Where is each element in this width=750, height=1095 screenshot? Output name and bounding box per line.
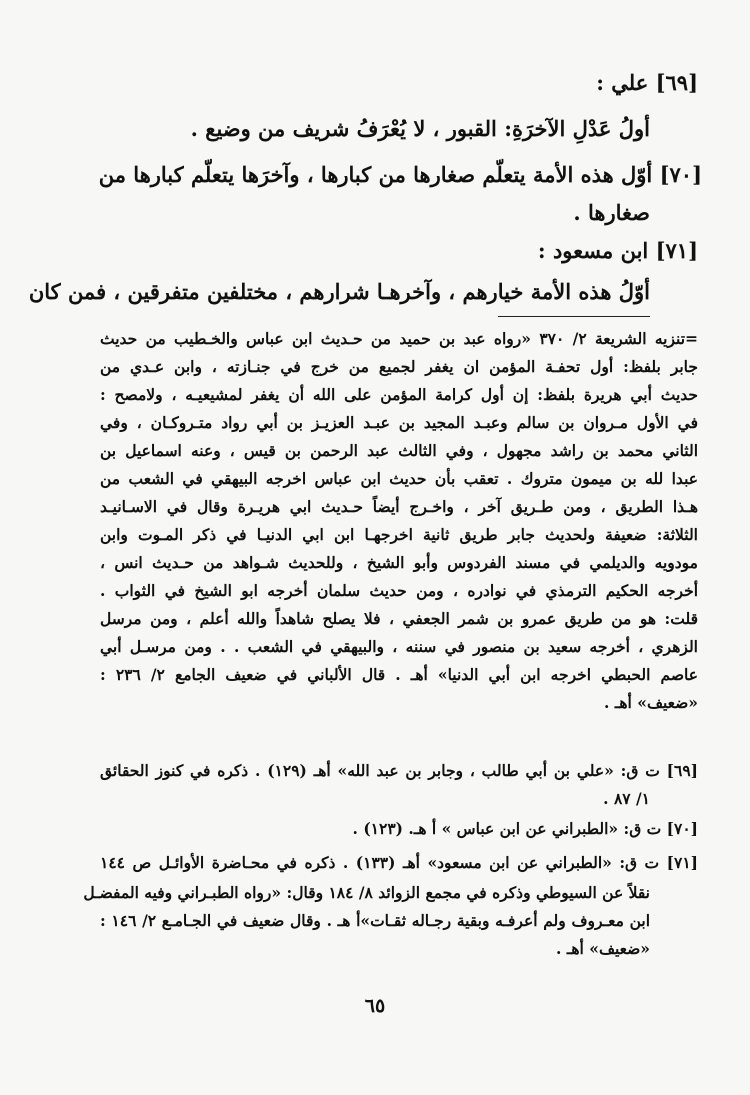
note-line: هـذا الطريق ، ومن طـريق آخر ، واخـرج أيضاً حـديث ابي هريـرة وقال في الاسـانيـد (100, 497, 698, 516)
entry-70-line-1 (100, 160, 702, 190)
footnote-70-number: [٧٠] (666, 819, 698, 838)
footnote-71-text-3: ابن معـروف ولم أعرفـه وبقية رجـاله ثقـات»أ هـ . وقال ضعيف في الجـامـع ٢/ ١٤٦ : (100, 911, 651, 930)
footnote-71-text-1: ت ق: «الطبراني عن ابن مسعود» أهـ (١٣٣) . ذكره في محـاضرة الأوائـل ص ١٤٤ (100, 853, 660, 872)
note-line: مودويه والديلمي في مسند الفردوس وأبو الشيخ ، وللحديث شـواهد من حـديث انس ، (100, 553, 698, 572)
note-line: الثاني محمد بن راشد مجهول ، وفي الثالث عبد الرحمن بن قيس ، وعنه اسماعيل بن (100, 441, 698, 460)
entry-71-heading: ابن مسعود : (537, 238, 649, 263)
entry-71-text: أوّلُ هذه الأمة خيارهم ، وآخرهـا شرارهم ، مختلفين متفرقين ، فمن كان (28, 279, 650, 304)
entry-70-text-2: صغارها . (573, 200, 650, 225)
note-line: =تنزيه الشريعة ٢/ ٣٧٠ «رواه عبد بن حميد من حـديث ابن عباس والخـطيب من حديث (100, 329, 698, 348)
note-line: عبدا لله بن ميمون متروك . تعقب بأن حديث ابن عباس اخرجه البيهقي في الشعب من (100, 469, 698, 488)
note-line: الزهري ، أخرجه سعيد بن منصور في سننه ، والبيهقي في الشعب . . ومن مرسـل أبي (100, 637, 698, 656)
page-number: ٦٥ (364, 995, 386, 1017)
footnote-69-number: [٦٩] (666, 761, 698, 780)
footnote-71-text-4: «ضعيف» أهـ . (556, 939, 650, 958)
footnote-71-number: [٧١] (666, 853, 698, 872)
note-line: حديث أبي هريرة بلفظ: إن أول كرامة المؤمن على الله أن يغفر لمشيعيـه ، ولامصح : (100, 385, 698, 404)
note-line: أخرجه الحكيم الترمذي في نوادره ، ومن حديث سلمان أخرجه ابو الشيخ في الثواب . (100, 581, 698, 600)
footnote-71-line-1 (100, 852, 698, 874)
note-line: «ضعيف» أهـ . (604, 693, 698, 712)
entry-69-heading-line (596, 68, 698, 98)
entry-70-number: [٧٠] (659, 162, 702, 187)
note-line: عاصم الحبطي اخرجه ابن أبي الدنيا» أهـ . قال الألباني في ضعيف الجامع ٢/ ٢٣٦ : (100, 665, 698, 684)
note-line: الثلاثة: ضعيفة ولحديث جابر طريق ثانية اخرجهـا ابن ابي الدنيـا في ذكر المـوت وابن (100, 525, 698, 544)
entry-70-text-1: أوّل هذه الأمة يتعلّم صغارها من كبارها ، وآخرَها يتعلّم كبارها من (98, 162, 653, 187)
entry-71-number: [٧١] (655, 238, 698, 263)
note-line: في الأول مـروان بن سالم وعبـد المجيد بن عبـد العزيـز بن أبي رواد متـروكـان ، وفي (100, 413, 698, 432)
footnote-separator (498, 316, 650, 317)
note-line: جابر بلفظ: أول تحفـة المؤمن ان يغفر لجميع من خرج في جنـازته ، وابن عـدي من (100, 357, 698, 376)
footnote-70-text: ت ق: «الطبراني عن ابن عباس » أ هـ. (١٢٣) . (352, 819, 662, 838)
entry-71-heading-line (538, 236, 698, 266)
footnote-69-line-2: ١/ ٨٧ . (603, 789, 650, 808)
footnote-69-line-1 (100, 760, 698, 782)
footnote-70-line (353, 818, 698, 840)
footnote-69-text: ت ق: «علي بن أبي طالب ، وجابر بن عبد الله» أهـ (١٢٩) . ذكره في كنوز الحقائق (100, 761, 660, 780)
entry-69-heading: علي : (596, 70, 649, 95)
note-line: قلت: هو من طريق عمرو بن شمر الجعفي ، فلا يصلح شاهداً والله أعلم ، ومن مرسل (100, 609, 698, 628)
entry-69-text: أولُ عَدْلِ الآخرَةِ: القبور ، لا يُعْرَفُ شريف من وضيع . (190, 116, 650, 141)
footnote-71-text-2: نقلاً عن السيوطي وذكره في مجمع الزوائد ٨/ ١٨٤ وقال: «رواه الطبـراني وفيه المفضـل (83, 883, 650, 902)
entry-69-number: [٦٩] (655, 70, 698, 95)
